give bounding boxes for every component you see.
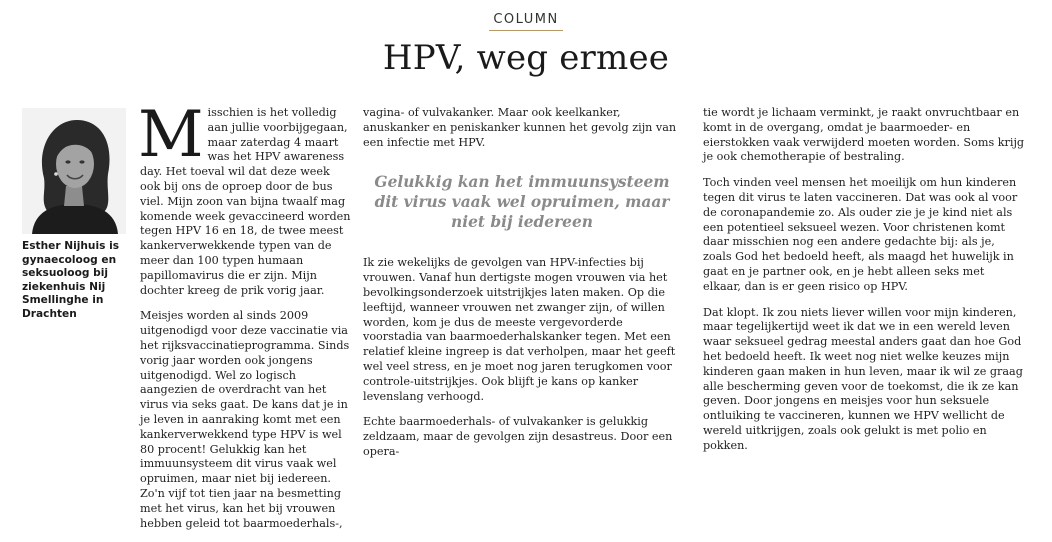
author-photo [22, 108, 126, 234]
article-column-2 [363, 106, 681, 471]
article-paragraph: Toch vinden veel mensen het moeilijk om hun kinderen tegen dit virus te laten vaccineren. Dat was ook al voor de coronapandemie zo. Als ouder zie je je kind niet als een potentieel seksueel wezen. Voor christenen komt daar misschien nog een andere gedachte bij: als je, zoals God het bedoeld heeft, als maagd het huwelijk in gaat en je partner ook, en je hebt alleen seks met elkaar, dan is er geen risico op HPV. [703, 176, 1018, 293]
section-label: COLUMN [489, 12, 562, 31]
article-column-3 [703, 106, 1025, 465]
article-paragraph: Meisjes worden al sinds 2009 uitgenodigd voor deze vaccinatie via het rijksvaccinatieprogramma. Sinds vorig jaar worden ook jongens uitgenodigd. Wel zo logisch aangezien de overdracht van het virus via seks gaat. De kans dat je in je leven in aanraking komt met een kankerverwekkend type HPV is wel 80 procent! Gelukkig kan het immuunsysteem dit virus vaak wel opruimen, maar niet bij iedereen. Zo'n vijf tot tien jaar na besmetting met het virus, kan het bij vrouwen hebben geleid tot baarmoederhals-, [140, 309, 350, 530]
article-paragraph: Echte baarmoederhals- of vulvakanker is gelukkig zeldzaam, maar de gevolgen zijn desastreus. Door een opera- [363, 415, 673, 458]
article-paragraph [138, 98, 352, 298]
article-column-1 [138, 98, 352, 542]
drop-cap: M [138, 98, 204, 172]
headline: HPV, weg ermee [382, 38, 670, 78]
author-caption: Esther Nijhuis is gynaecoloog en seksuoloog bij ziekenhuis Nij Smellinghe in Drachten [22, 240, 120, 320]
pull-quote: Gelukkig kan het immuunsysteem dit virus vaak wel opruimen, maar niet bij iedereen [374, 173, 670, 232]
article-paragraph: tie wordt je lichaam verminkt, je raakt onvruchtbaar en komt in de overgang, omdat je baarmoeder- en eierstokken vaak verwijderd moeten worden. Soms krijg je ook chemotherapie of bestraling. [703, 106, 1025, 164]
article-paragraph: vagina- of vulvakanker. Maar ook keelkanker, anuskanker en peniskanker kunnen het gevolg zijn van een infectie met HPV. [363, 106, 677, 149]
article-paragraph: Ik zie wekelijks de gevolgen van HPV-infecties bij vrouwen. Vanaf hun dertigste mogen vrouwen via het bevolkingsonderzoek uitstrijkjes laten maken. Op die leeftijd, wanneer vrouwen net zwanger zijn, of willen worden, kom je dus de meeste vergevorderde voorstadia van baarmoederhalskanker tegen. Met een relatief kleine ingreep is dat verholpen, maar het geeft wel veel stress, en je moet nog jaren terugkomen voor controle-uitstrijkjes. Ook blijft je kans op kanker levenslang verhoogd. [363, 256, 676, 403]
section-label-wrap [0, 8, 1052, 31]
article-paragraph-text: isschien is het volledig aan jullie voorbijgegaan, maar zaterdag 4 maart was het HPV awareness day. Het toeval wil dat deze week ook bij ons de oproep door de bus viel. Mijn zoon van bijna twaalf mag komende week gevaccineerd worden tegen HPV 16 en 18, de twee meest kankerverwekkende typen van de meer dan 100 typen humaan papillomavirus die er zijn. Mijn dochter kreeg de prik vorig jaar. [140, 106, 351, 297]
article-paragraph: Dat klopt. Ik zou niets liever willen voor mijn kinderen, maar tegelijkertijd weet ik dat we in een wereld leven waar seksueel gedrag meestal anders gaat dan hoe God het bedoeld heeft. Ik weet nog niet welke keuzes mijn kinderen gaan maken in hun leven, maar ik wil ze graag alle bescherming geven voor de toekomst, die ik ze kan geven. Door jongens en meisjes voor hun seksuele ontluiking te vaccineren, kunnen we HPV wellicht de wereld uitkrijgen, zoals ook gelukt is met polio en pokken. [703, 305, 1023, 452]
author-portrait-image [22, 108, 126, 234]
